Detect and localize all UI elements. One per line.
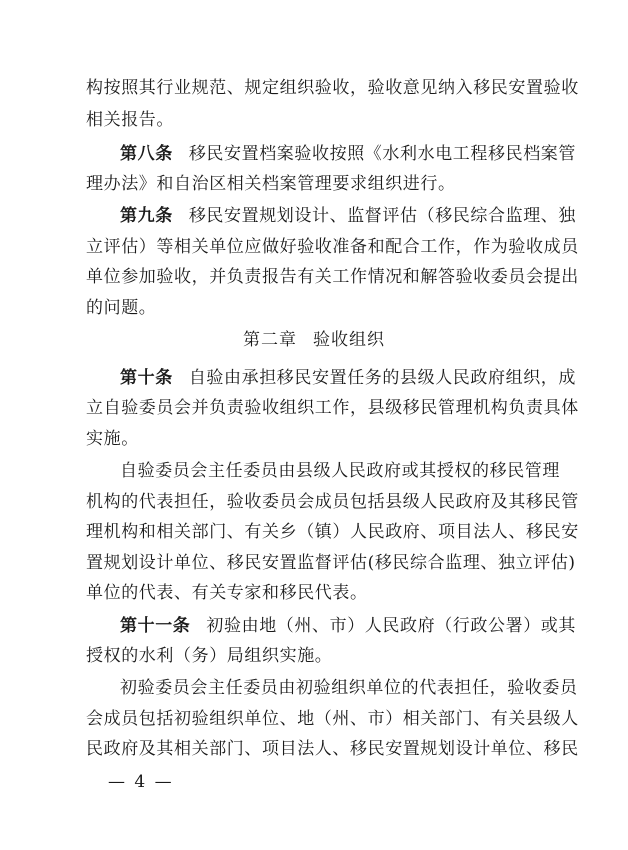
page-number: — 4 — <box>108 772 174 792</box>
text-line: 理机构和相关部门、有关乡（镇）人民政府、项目法人、移民安 <box>86 522 579 542</box>
article-label: 第八条 <box>120 144 173 164</box>
chapter-heading <box>0 328 628 352</box>
text-line: 自验委员会主任委员由县级人民政府或其授权的移民管理 <box>120 461 560 481</box>
chapter-number: 第二章 <box>243 330 297 350</box>
text-line: 授权的水利（务）局组织实施。 <box>86 646 333 666</box>
text-line: 置规划设计单位、移民安置监督评估(移民综合监理、独立评估) <box>86 553 576 573</box>
text-line: 初验委员会主任委员由初验组织单位的代表担任，验收委员 <box>120 678 578 698</box>
text-line: 立评估）等相关单位应做好验收准备和配合工作，作为验收成员 <box>86 237 579 257</box>
article-label: 第十条 <box>120 368 173 388</box>
text-line: 初验由地（州、市）人民政府（行政公署）或其 <box>206 616 577 636</box>
text-line: 单位参加验收，并负责报告有关工作情况和解答验收委员会提出 <box>86 267 579 287</box>
text-line: 自验由承担移民安置任务的县级人民政府组织，成 <box>188 368 577 388</box>
article-label: 第十一条 <box>120 616 191 636</box>
article-9 <box>120 204 577 228</box>
text-line: 移民安置规划设计、监督评估（移民综合监理、独 <box>188 206 577 226</box>
article-label: 第九条 <box>120 206 173 226</box>
article-10 <box>120 366 577 390</box>
text-line: 的问题。 <box>86 298 157 318</box>
chapter-title: 验收组织 <box>313 330 385 350</box>
article-11 <box>120 614 577 638</box>
article-8 <box>120 142 577 166</box>
text-line: 单位的代表、有关专家和移民代表。 <box>86 583 368 603</box>
text-line: 相关报告。 <box>86 110 174 130</box>
text-line: 机构的代表担任，验收委员会成员包括县级人民政府及其移民管 <box>86 492 579 512</box>
text-line: 实施。 <box>86 429 139 449</box>
text-line: 立自验委员会并负责验收组织工作，县级移民管理机构负责具体 <box>86 398 579 418</box>
text-line: 构按照其行业规范、规定组织验收，验收意见纳入移民安置验收 <box>86 78 579 98</box>
text-line: 理办法》和自治区相关档案管理要求组织进行。 <box>86 174 456 194</box>
text-line: 民政府及其相关部门、项目法人、移民安置规划设计单位、移民 <box>86 739 579 759</box>
text-line: 移民安置档案验收按照《水利水电工程移民档案管 <box>188 144 577 164</box>
text-line: 会成员包括初验组织单位、地（州、市）相关部门、有关县级人 <box>86 709 579 729</box>
